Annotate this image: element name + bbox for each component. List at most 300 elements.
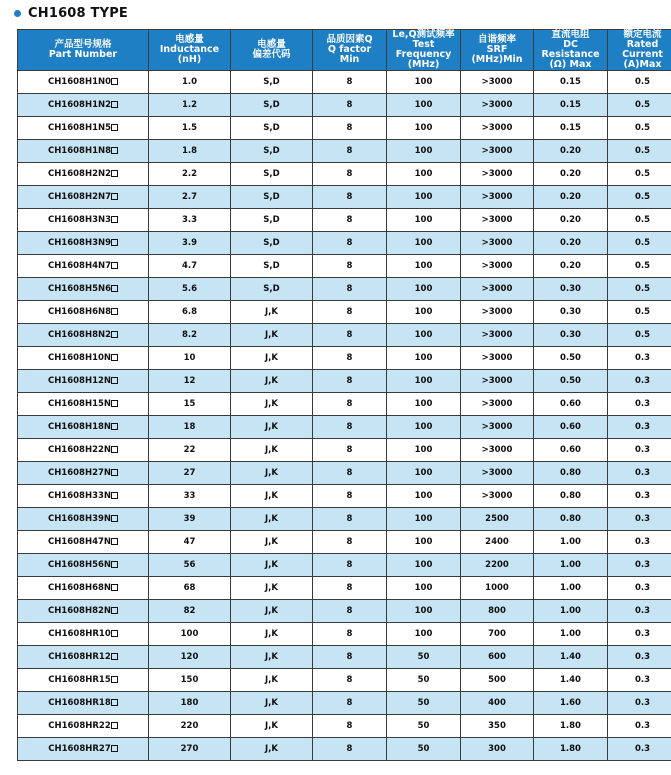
cell-dc-resistance: [534, 117, 608, 140]
cell-q-factor: [313, 117, 387, 140]
cell-dc-resistance: [534, 278, 608, 301]
cell-text: 0.5: [634, 100, 651, 110]
cell-text: CH1608H1N0: [47, 77, 112, 87]
cell-text: CH1608H2N2: [47, 169, 112, 179]
cell-dc-resistance: [534, 186, 608, 209]
cell-text: >3000: [481, 169, 513, 179]
cell-text: 100: [414, 583, 433, 593]
cell-rated-current: [608, 646, 671, 669]
cell-text: >3000: [481, 353, 513, 363]
header-line: Q factor: [327, 44, 372, 55]
cell-part-number: [18, 186, 149, 209]
cell-text: 0.20: [560, 215, 581, 225]
cell-text: 0.5: [634, 238, 651, 248]
cell-q-factor: [313, 577, 387, 600]
cell-inductance: [149, 646, 231, 669]
tolerance-placeholder-box-icon: [111, 469, 118, 476]
cell-inductance: [149, 186, 231, 209]
header-line: 偏差代码: [252, 49, 291, 60]
cell-part-number: [18, 301, 149, 324]
cell-srf: [461, 577, 534, 600]
cell-tolerance-code: [231, 531, 313, 554]
cell-srf: [461, 140, 534, 163]
cell-rated-current: [608, 71, 671, 94]
cell-text: 0.5: [634, 77, 651, 87]
cell-srf: [461, 646, 534, 669]
cell-text: 8: [346, 698, 353, 708]
cell-test-frequency: [387, 163, 461, 186]
cell-srf: [461, 347, 534, 370]
cell-inductance: [149, 508, 231, 531]
cell-text: 1.8: [181, 146, 198, 156]
cell-text: >3000: [481, 77, 513, 87]
cell-text: 8: [346, 445, 353, 455]
cell-text: 100: [414, 560, 433, 570]
cell-text: 3.3: [181, 215, 198, 225]
cell-text: >3000: [481, 307, 513, 317]
cell-test-frequency: [387, 439, 461, 462]
cell-text: 1.00: [560, 629, 581, 639]
cell-text: S,D: [263, 284, 280, 294]
tolerance-placeholder-box-icon: [111, 377, 118, 384]
header-srf: [461, 30, 534, 71]
cell-text: 100: [414, 445, 433, 455]
cell-text: 3.9: [181, 238, 198, 248]
cell-q-factor: [313, 416, 387, 439]
cell-text: 47: [183, 537, 196, 547]
cell-dc-resistance: [534, 163, 608, 186]
tolerance-placeholder-box-icon: [111, 423, 118, 430]
cell-dc-resistance: [534, 554, 608, 577]
cell-text: CH1608H1N2: [47, 100, 112, 110]
header-line: Rated Current: [622, 39, 663, 60]
cell-rated-current: [608, 140, 671, 163]
cell-test-frequency: [387, 301, 461, 324]
cell-q-factor: [313, 163, 387, 186]
cell-q-factor: [313, 186, 387, 209]
cell-text: 100: [414, 514, 433, 524]
cell-inductance: [149, 117, 231, 140]
cell-text: CH1608H4N7: [47, 261, 112, 271]
cell-text: >3000: [481, 468, 513, 478]
cell-q-factor: [313, 669, 387, 692]
cell-text: 5.6: [181, 284, 198, 294]
cell-test-frequency: [387, 186, 461, 209]
tolerance-placeholder-box-icon: [111, 699, 118, 706]
tolerance-placeholder-box-icon: [111, 193, 118, 200]
cell-text: 8: [346, 192, 353, 202]
cell-q-factor: [313, 140, 387, 163]
cell-dc-resistance: [534, 71, 608, 94]
cell-srf: [461, 439, 534, 462]
cell-text: J,K: [265, 491, 278, 501]
tolerance-placeholder-box-icon: [111, 722, 118, 729]
cell-text: >3000: [481, 376, 513, 386]
table-row: [18, 738, 671, 761]
cell-text: 0.80: [560, 491, 581, 501]
cell-tolerance-code: [231, 623, 313, 646]
cell-part-number: [18, 278, 149, 301]
cell-tolerance-code: [231, 163, 313, 186]
cell-tolerance-code: [231, 94, 313, 117]
cell-text: 8: [346, 100, 353, 110]
table-row: [18, 255, 671, 278]
cell-srf: [461, 301, 534, 324]
cell-q-factor: [313, 738, 387, 761]
cell-test-frequency: [387, 738, 461, 761]
cell-text: 8.2: [181, 330, 198, 340]
cell-text: 68: [183, 583, 196, 593]
cell-text: 0.3: [634, 744, 651, 754]
tolerance-placeholder-box-icon: [111, 308, 118, 315]
cell-test-frequency: [387, 623, 461, 646]
cell-rated-current: [608, 163, 671, 186]
cell-tolerance-code: [231, 669, 313, 692]
cell-text: 400: [488, 698, 506, 708]
cell-text: 500: [488, 675, 506, 685]
cell-text: CH1608H47N: [47, 537, 112, 547]
tolerance-placeholder-box-icon: [111, 331, 118, 338]
cell-part-number: [18, 71, 149, 94]
cell-text: 1.00: [560, 537, 581, 547]
cell-text: 1.00: [560, 583, 581, 593]
cell-text: 100: [414, 422, 433, 432]
cell-text: 120: [180, 652, 199, 662]
cell-tolerance-code: [231, 600, 313, 623]
cell-text: 8: [346, 169, 353, 179]
cell-text: 0.3: [634, 468, 651, 478]
cell-test-frequency: [387, 554, 461, 577]
cell-text: 0.60: [560, 399, 581, 409]
cell-test-frequency: [387, 577, 461, 600]
table-row: [18, 71, 671, 94]
cell-q-factor: [313, 301, 387, 324]
table-row: [18, 117, 671, 140]
cell-text: 100: [414, 606, 433, 616]
cell-text: 15: [183, 399, 196, 409]
tolerance-placeholder-box-icon: [111, 400, 118, 407]
cell-inductance: [149, 554, 231, 577]
cell-srf: [461, 669, 534, 692]
cell-text: 0.80: [560, 468, 581, 478]
cell-dc-resistance: [534, 715, 608, 738]
cell-text: 270: [180, 744, 199, 754]
cell-tolerance-code: [231, 508, 313, 531]
cell-text: J,K: [265, 675, 278, 685]
page-title: [14, 4, 128, 22]
cell-text: 0.5: [634, 307, 651, 317]
cell-text: 8: [346, 399, 353, 409]
cell-text: J,K: [265, 698, 278, 708]
tolerance-placeholder-box-icon: [111, 239, 118, 246]
cell-text: J,K: [265, 307, 278, 317]
tolerance-placeholder-box-icon: [111, 538, 118, 545]
tolerance-placeholder-box-icon: [111, 101, 118, 108]
cell-srf: [461, 71, 534, 94]
cell-text: 0.3: [634, 606, 651, 616]
cell-inductance: [149, 531, 231, 554]
cell-rated-current: [608, 577, 671, 600]
cell-text: 100: [414, 123, 433, 133]
cell-text: 8: [346, 215, 353, 225]
cell-test-frequency: [387, 140, 461, 163]
cell-srf: [461, 600, 534, 623]
cell-text: 0.30: [560, 307, 581, 317]
cell-srf: [461, 692, 534, 715]
cell-text: 180: [180, 698, 199, 708]
header-line: Le,Q测试频率: [392, 29, 455, 40]
cell-text: 0.5: [634, 261, 651, 271]
cell-text: 6.8: [181, 307, 198, 317]
tolerance-placeholder-box-icon: [111, 446, 118, 453]
table-row: [18, 508, 671, 531]
header-line: 品质因素Q: [326, 34, 373, 45]
cell-text: S,D: [263, 192, 280, 202]
cell-text: CH1608H3N9: [47, 238, 112, 248]
cell-text: 1.40: [560, 675, 581, 685]
cell-inductance: [149, 738, 231, 761]
cell-text: CH1608H27N: [47, 468, 112, 478]
cell-text: J,K: [265, 514, 278, 524]
cell-dc-resistance: [534, 508, 608, 531]
cell-part-number: [18, 255, 149, 278]
cell-text: 0.3: [634, 560, 651, 570]
cell-part-number: [18, 324, 149, 347]
header-line: DC Resistance: [541, 39, 600, 60]
header-row: [18, 30, 671, 71]
cell-rated-current: [608, 738, 671, 761]
cell-tolerance-code: [231, 278, 313, 301]
cell-tolerance-code: [231, 416, 313, 439]
cell-text: >3000: [481, 238, 513, 248]
cell-text: 100: [414, 261, 433, 271]
cell-text: 1.5: [181, 123, 198, 133]
cell-tolerance-code: [231, 324, 313, 347]
cell-tolerance-code: [231, 646, 313, 669]
cell-text: 700: [488, 629, 506, 639]
cell-inductance: [149, 370, 231, 393]
cell-dc-resistance: [534, 324, 608, 347]
cell-part-number: [18, 554, 149, 577]
cell-rated-current: [608, 186, 671, 209]
table-row: [18, 669, 671, 692]
cell-part-number: [18, 715, 149, 738]
cell-inductance: [149, 715, 231, 738]
cell-text: 0.50: [560, 353, 581, 363]
cell-text: >3000: [481, 215, 513, 225]
cell-text: 2400: [485, 537, 509, 547]
cell-part-number: [18, 623, 149, 646]
cell-text: J,K: [265, 744, 278, 754]
cell-dc-resistance: [534, 669, 608, 692]
cell-text: CH1608HR18: [48, 698, 111, 708]
cell-srf: [461, 255, 534, 278]
cell-text: 2.7: [181, 192, 198, 202]
cell-text: 50: [417, 675, 430, 685]
table-row: [18, 370, 671, 393]
cell-text: >3000: [481, 100, 513, 110]
cell-inductance: [149, 623, 231, 646]
cell-text: J,K: [265, 468, 278, 478]
header-line: (nH): [177, 54, 202, 65]
cell-text: J,K: [265, 629, 278, 639]
cell-text: 8: [346, 330, 353, 340]
cell-q-factor: [313, 370, 387, 393]
table-row: [18, 186, 671, 209]
cell-inductance: [149, 209, 231, 232]
tolerance-placeholder-box-icon: [111, 653, 118, 660]
cell-part-number: [18, 393, 149, 416]
cell-inductance: [149, 94, 231, 117]
cell-text: 50: [417, 721, 430, 731]
header-line: 电感量: [257, 39, 286, 50]
header-line: (Ω) Max: [549, 59, 592, 70]
cell-dc-resistance: [534, 416, 608, 439]
cell-inductance: [149, 232, 231, 255]
cell-text: CH1608H2N7: [47, 192, 112, 202]
cell-rated-current: [608, 439, 671, 462]
header-tolerance-code: [231, 30, 313, 71]
cell-text: 0.5: [634, 330, 651, 340]
cell-text: 2.2: [181, 169, 198, 179]
cell-test-frequency: [387, 692, 461, 715]
cell-inductance: [149, 669, 231, 692]
cell-text: 8: [346, 744, 353, 754]
cell-text: 0.15: [560, 77, 581, 87]
cell-text: 0.3: [634, 721, 651, 731]
cell-text: 1.0: [181, 77, 198, 87]
cell-dc-resistance: [534, 485, 608, 508]
cell-rated-current: [608, 692, 671, 715]
tolerance-placeholder-box-icon: [111, 78, 118, 85]
table-row: [18, 531, 671, 554]
cell-srf: [461, 531, 534, 554]
cell-text: 0.5: [634, 169, 651, 179]
cell-part-number: [18, 163, 149, 186]
table-row: [18, 600, 671, 623]
page-title-text: CH1608 TYPE: [28, 5, 129, 21]
cell-text: CH1608H5N6: [47, 284, 112, 294]
cell-srf: [461, 117, 534, 140]
cell-tolerance-code: [231, 71, 313, 94]
cell-dc-resistance: [534, 370, 608, 393]
cell-text: 8: [346, 261, 353, 271]
tolerance-placeholder-box-icon: [111, 170, 118, 177]
cell-q-factor: [313, 347, 387, 370]
cell-text: 150: [180, 675, 199, 685]
cell-part-number: [18, 508, 149, 531]
cell-test-frequency: [387, 508, 461, 531]
cell-text: >3000: [481, 330, 513, 340]
cell-text: 220: [180, 721, 199, 731]
cell-q-factor: [313, 531, 387, 554]
table-row: [18, 94, 671, 117]
table-row: [18, 439, 671, 462]
cell-text: 100: [414, 169, 433, 179]
cell-text: 100: [414, 100, 433, 110]
cell-dc-resistance: [534, 600, 608, 623]
cell-text: CH1608H18N: [47, 422, 112, 432]
cell-text: CH1608H10N: [47, 353, 112, 363]
cell-q-factor: [313, 715, 387, 738]
cell-q-factor: [313, 209, 387, 232]
cell-q-factor: [313, 646, 387, 669]
cell-text: 0.30: [560, 330, 581, 340]
cell-text: 1.80: [560, 744, 581, 754]
cell-text: >3000: [481, 146, 513, 156]
cell-srf: [461, 508, 534, 531]
cell-tolerance-code: [231, 140, 313, 163]
cell-test-frequency: [387, 715, 461, 738]
cell-part-number: [18, 646, 149, 669]
cell-text: S,D: [263, 100, 280, 110]
cell-tolerance-code: [231, 692, 313, 715]
cell-srf: [461, 324, 534, 347]
cell-text: 100: [414, 146, 433, 156]
cell-text: 8: [346, 491, 353, 501]
cell-tolerance-code: [231, 715, 313, 738]
table-row: [18, 485, 671, 508]
cell-text: 100: [414, 77, 433, 87]
cell-q-factor: [313, 439, 387, 462]
table-row: [18, 278, 671, 301]
cell-test-frequency: [387, 209, 461, 232]
cell-dc-resistance: [534, 738, 608, 761]
header-line: Test Frequency: [395, 39, 452, 60]
cell-text: 0.80: [560, 514, 581, 524]
cell-text: 0.20: [560, 146, 581, 156]
cell-part-number: [18, 531, 149, 554]
cell-test-frequency: [387, 117, 461, 140]
cell-q-factor: [313, 508, 387, 531]
cell-rated-current: [608, 554, 671, 577]
cell-text: >3000: [481, 284, 513, 294]
table-row: [18, 462, 671, 485]
cell-text: 8: [346, 583, 353, 593]
cell-text: 0.3: [634, 445, 651, 455]
cell-text: J,K: [265, 537, 278, 547]
cell-srf: [461, 393, 534, 416]
cell-text: 8: [346, 675, 353, 685]
cell-text: 100: [414, 376, 433, 386]
cell-text: J,K: [265, 560, 278, 570]
cell-text: CH1608H3N3: [47, 215, 112, 225]
cell-text: 50: [417, 652, 430, 662]
cell-text: J,K: [265, 652, 278, 662]
tolerance-placeholder-box-icon: [111, 354, 118, 361]
cell-srf: [461, 163, 534, 186]
cell-inductance: [149, 393, 231, 416]
cell-test-frequency: [387, 485, 461, 508]
cell-tolerance-code: [231, 577, 313, 600]
cell-text: 8: [346, 514, 353, 524]
cell-inductance: [149, 600, 231, 623]
cell-text: CH1608H1N8: [47, 146, 112, 156]
cell-text: 0.5: [634, 284, 651, 294]
cell-text: 0.5: [634, 215, 651, 225]
cell-inductance: [149, 577, 231, 600]
cell-q-factor: [313, 393, 387, 416]
cell-tolerance-code: [231, 393, 313, 416]
cell-text: 22: [183, 445, 196, 455]
cell-text: >3000: [481, 123, 513, 133]
cell-text: >3000: [481, 491, 513, 501]
table-row: [18, 646, 671, 669]
cell-text: S,D: [263, 77, 280, 87]
cell-text: 56: [183, 560, 196, 570]
cell-srf: [461, 209, 534, 232]
cell-text: 0.20: [560, 238, 581, 248]
